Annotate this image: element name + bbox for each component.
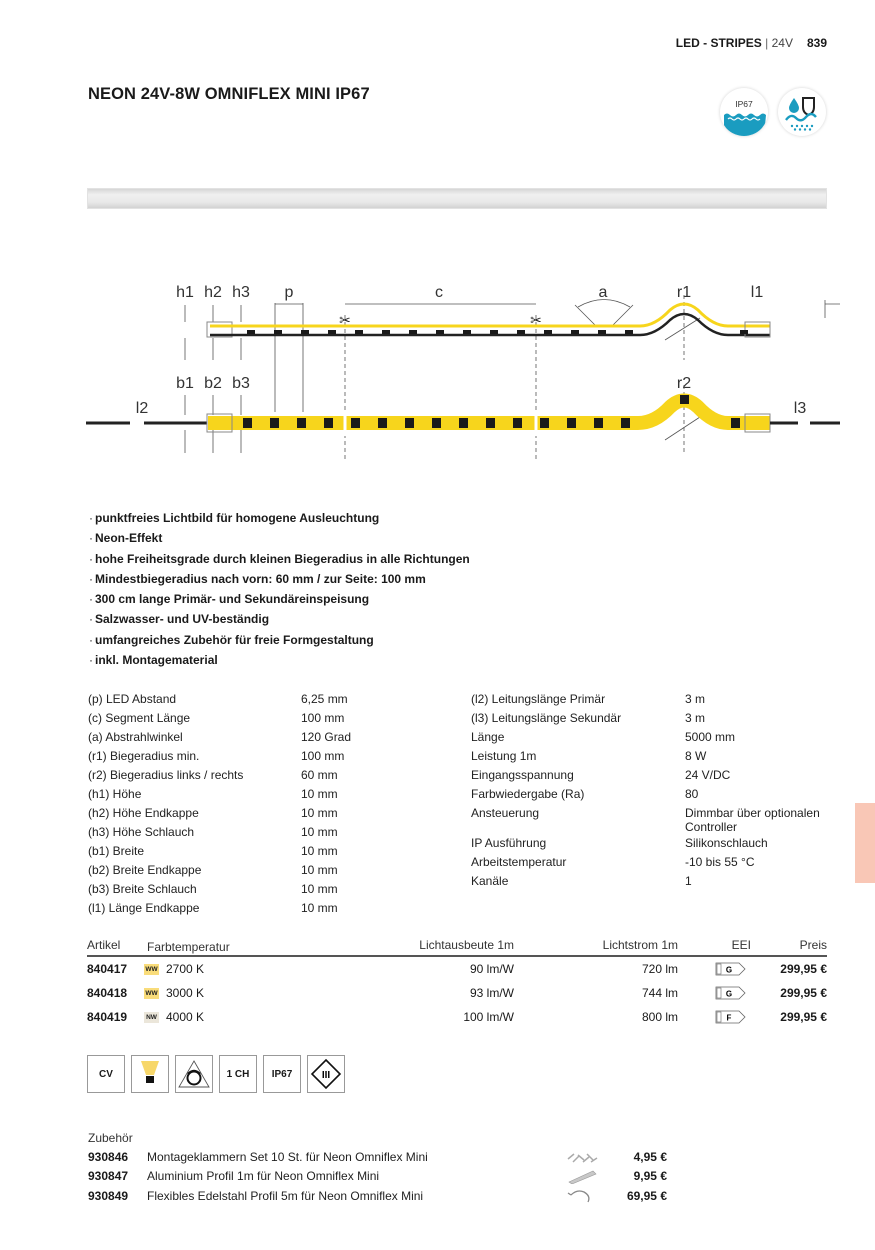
header-lichtausbeute: Lichtausbeute 1m: [419, 938, 514, 952]
price: 299,95 €: [780, 962, 827, 976]
spec-row: [471, 853, 835, 872]
spec-key: (r1) Biegeradius min.: [88, 749, 200, 763]
article-table: [87, 938, 827, 1029]
label-r1: r1: [676, 284, 692, 301]
luminous-flux: 800 lm: [641, 1010, 678, 1024]
spec-value: 10 mm: [301, 825, 338, 839]
spec-value: 80: [685, 787, 699, 801]
energy-label-icon: [678, 962, 751, 976]
table-row: [87, 981, 827, 1005]
spec-value: 100 mm: [301, 711, 345, 725]
chapter-tab: [855, 803, 875, 883]
spec-row: [88, 747, 451, 766]
ip67-water-icon: [720, 88, 768, 136]
accessory-number: 930849: [88, 1188, 129, 1203]
spec-row: [471, 728, 835, 747]
spec-value: 10 mm: [301, 787, 338, 801]
luminous-efficacy: 93 lm/W: [469, 986, 514, 1000]
accessory-price: 9,95 €: [633, 1169, 667, 1184]
spec-value: 60 mm: [301, 768, 338, 782]
spec-key: Länge: [471, 730, 505, 744]
spec-value: 5000 mm: [685, 730, 736, 744]
scissors-icon: ✂: [530, 312, 542, 328]
ip67-badge-label: IP67: [735, 99, 753, 109]
spec-value: 1: [685, 874, 692, 888]
spec-row: [471, 690, 835, 709]
spec-value: 3 m: [685, 692, 706, 706]
label-h2: h2: [204, 284, 222, 301]
flexible-profile-icon: [557, 1187, 607, 1205]
spec-row: [88, 899, 451, 918]
energy-class: G: [725, 989, 733, 999]
spec-key: (l3) Leitungslänge Sekundär: [471, 711, 622, 725]
page-header: [676, 36, 827, 50]
spec-value: 24 V/DC: [685, 768, 731, 782]
spec-row: [88, 728, 451, 747]
feature-list: [89, 510, 470, 672]
spec-value: 6,25 mm: [301, 692, 348, 706]
spec-value: 3 m: [685, 711, 706, 725]
aluminium-profile-icon: [557, 1167, 607, 1185]
bend-icon: [175, 1055, 213, 1093]
spec-key: Eingangsspannung: [471, 768, 574, 782]
color-temperature: [147, 962, 339, 976]
feature-item: · inkl. Montagematerial: [89, 652, 470, 672]
color-temperature-value: 4000 K: [166, 1010, 205, 1024]
product-image: [87, 188, 827, 209]
energy-class: F: [726, 1013, 732, 1023]
color-temperature-chip: WW: [145, 989, 158, 997]
ip67-icon: IP67: [263, 1055, 301, 1093]
certification-badges: [720, 88, 826, 136]
feature-item: · Mindestbiegeradius nach vorn: 60 mm / zur Seite: 100 mm: [89, 571, 470, 591]
spec-row: [471, 766, 835, 785]
accessory-price: 4,95 €: [633, 1149, 667, 1164]
spec-key: (c) Segment Länge: [88, 711, 191, 725]
table-row: [87, 957, 827, 981]
spec-row: [88, 823, 451, 842]
energy-label-icon: [678, 986, 751, 1000]
spec-row: [88, 766, 451, 785]
spec-key: (a) Abstrahlwinkel: [88, 730, 183, 744]
luminous-flux: 744 lm: [641, 986, 678, 1000]
spec-row: [88, 690, 451, 709]
spec-row: [88, 709, 451, 728]
channel-icon: 1 CH: [219, 1055, 257, 1093]
table-row: [87, 1005, 827, 1029]
feature-item: · hohe Freiheitsgrade durch kleinen Biegeradius in alle Richtungen: [89, 551, 470, 571]
spec-key: Kanäle: [471, 874, 509, 888]
separator: |: [765, 36, 769, 50]
spec-row: [88, 842, 451, 861]
feature-item: · Salzwasser- und UV-beständig: [89, 611, 470, 631]
feature-item: · punktfreies Lichtbild für homogene Ausleuchtung: [89, 510, 470, 530]
accessories: [88, 1131, 688, 1206]
price: 299,95 €: [780, 1010, 827, 1024]
spec-value: 10 mm: [301, 863, 338, 877]
spec-key: Farbwiedergabe (Ra): [471, 787, 585, 801]
spec-key: (h2) Höhe Endkappe: [88, 806, 199, 820]
spec-row: [471, 834, 835, 853]
accessory-row: [88, 1147, 688, 1167]
label-r2: r2: [676, 375, 692, 392]
spec-value: Dimmbar über optionalen Controller: [685, 806, 820, 834]
accessory-description: Flexibles Edelstahl Profil 5m für Neon Omniflex Mini: [147, 1188, 424, 1203]
energy-class: G: [725, 965, 733, 975]
accessory-row: [88, 1167, 688, 1187]
color-temperature: [147, 1010, 339, 1024]
spec-value: 100 mm: [301, 749, 345, 763]
spec-row: [471, 804, 835, 834]
spec-row: [88, 880, 451, 899]
accessory-row: [88, 1186, 688, 1206]
accessory-number: 930847: [88, 1169, 129, 1184]
spec-key: (l1) Länge Endkappe: [88, 901, 200, 915]
spec-key: Leistung 1m: [471, 749, 537, 763]
label-l2: l2: [135, 400, 149, 417]
luminous-flux: 720 lm: [641, 962, 678, 976]
section-title: [676, 36, 793, 50]
section-name: LED - STRIPES: [675, 36, 762, 50]
header-artikel: Artikel: [87, 938, 121, 952]
label-h1: h1: [176, 284, 194, 301]
page-number: 839: [806, 36, 827, 50]
spec-row: [88, 785, 451, 804]
feature-item: · Neon-Effekt: [89, 530, 470, 550]
spec-row: [471, 785, 835, 804]
feature-icons: [87, 1055, 345, 1093]
spec-value: 10 mm: [301, 844, 338, 858]
accessory-price: 69,95 €: [626, 1188, 667, 1203]
spec-value: 10 mm: [301, 901, 338, 915]
color-temperature-value: 3000 K: [166, 986, 205, 1000]
spec-row: [471, 872, 835, 891]
scissors-icon: ✂: [339, 312, 351, 328]
spec-key: (p) LED Abstand: [88, 692, 177, 706]
label-b1: b1: [176, 375, 194, 392]
spec-value: 8 W: [685, 749, 707, 763]
specs-left: [88, 690, 451, 918]
article-number: 840417: [87, 962, 128, 976]
specs-right: [471, 690, 835, 891]
label-l1: l1: [750, 284, 764, 301]
spec-key: (h1) Höhe: [88, 787, 142, 801]
spec-key: (r2) Biegeradius links / rechts: [88, 768, 244, 782]
article-number: 840418: [87, 986, 128, 1000]
spec-key: Arbeitstemperatur: [471, 855, 567, 869]
accessory-number: 930846: [88, 1149, 129, 1164]
product-title: NEON 24V-8W OMNIFLEX MINI IP67: [88, 85, 370, 103]
spec-row: [471, 747, 835, 766]
table-header: [87, 938, 827, 957]
spec-value: Silikonschlauch: [685, 836, 768, 850]
spec-key: (b1) Breite: [88, 844, 145, 858]
label-b3: b3: [232, 375, 250, 392]
header-farbtemperatur: Farbtemperatur: [147, 939, 230, 954]
header-lichtstrom: Lichtstrom 1m: [602, 938, 678, 952]
label-l3: l3: [793, 400, 807, 417]
header-preis: Preis: [799, 938, 827, 952]
spec-row: [471, 709, 835, 728]
energy-label-icon: [678, 1010, 751, 1024]
mounting-clips-icon: [557, 1148, 607, 1166]
label-b2: b2: [204, 375, 222, 392]
spec-value: -10 bis 55 °C: [685, 855, 755, 869]
cv-icon: CV: [87, 1055, 125, 1093]
accessories-label: Zubehör: [88, 1131, 133, 1145]
spec-value: 10 mm: [301, 882, 338, 896]
spec-key: Ansteuerung: [471, 806, 540, 820]
protection-class-label: III: [321, 1070, 331, 1081]
accessory-description: Aluminium Profil 1m für Neon Omniflex Mini: [147, 1169, 380, 1184]
color-temperature-chip: NW: [144, 1012, 159, 1023]
spec-key: (b3) Breite Schlauch: [88, 882, 197, 896]
beam-icon: [131, 1055, 169, 1093]
spec-key: (h3) Höhe Schlauch: [88, 825, 195, 839]
spec-key: IP Ausführung: [471, 836, 547, 850]
label-p: p: [284, 284, 294, 301]
technical-diagram: [80, 270, 840, 470]
saltwater-uv-resistant-icon: [778, 88, 826, 136]
feature-item: · 300 cm lange Primär- und Sekundäreinspeisung: [89, 591, 470, 611]
label-a: a: [598, 284, 608, 301]
luminous-efficacy: 90 lm/W: [469, 962, 514, 976]
spec-value: 120 Grad: [301, 730, 352, 744]
protection-class-iii-icon: [307, 1055, 345, 1093]
article-number: 840419: [87, 1010, 128, 1024]
spec-row: [88, 804, 451, 823]
section-voltage: 24V: [771, 36, 793, 50]
color-temperature-chip: WW: [145, 965, 158, 973]
spec-key: (b2) Breite Endkappe: [88, 863, 202, 877]
label-h3: h3: [232, 284, 250, 301]
spec-row: [88, 861, 451, 880]
header-eei: EEI: [731, 938, 751, 952]
color-temperature-value: 2700 K: [166, 962, 205, 976]
price: 299,95 €: [780, 986, 827, 1000]
spec-value: 10 mm: [301, 806, 338, 820]
spec-key: (l2) Leitungslänge Primär: [471, 692, 606, 706]
luminous-efficacy: 100 lm/W: [463, 1010, 514, 1024]
color-temperature: [147, 986, 339, 1000]
accessory-description: Montageklammern Set 10 St. für Neon Omniflex Mini: [147, 1149, 428, 1164]
feature-item: · umfangreiches Zubehör für freie Formgestaltung: [89, 632, 470, 652]
label-c: c: [435, 284, 443, 301]
